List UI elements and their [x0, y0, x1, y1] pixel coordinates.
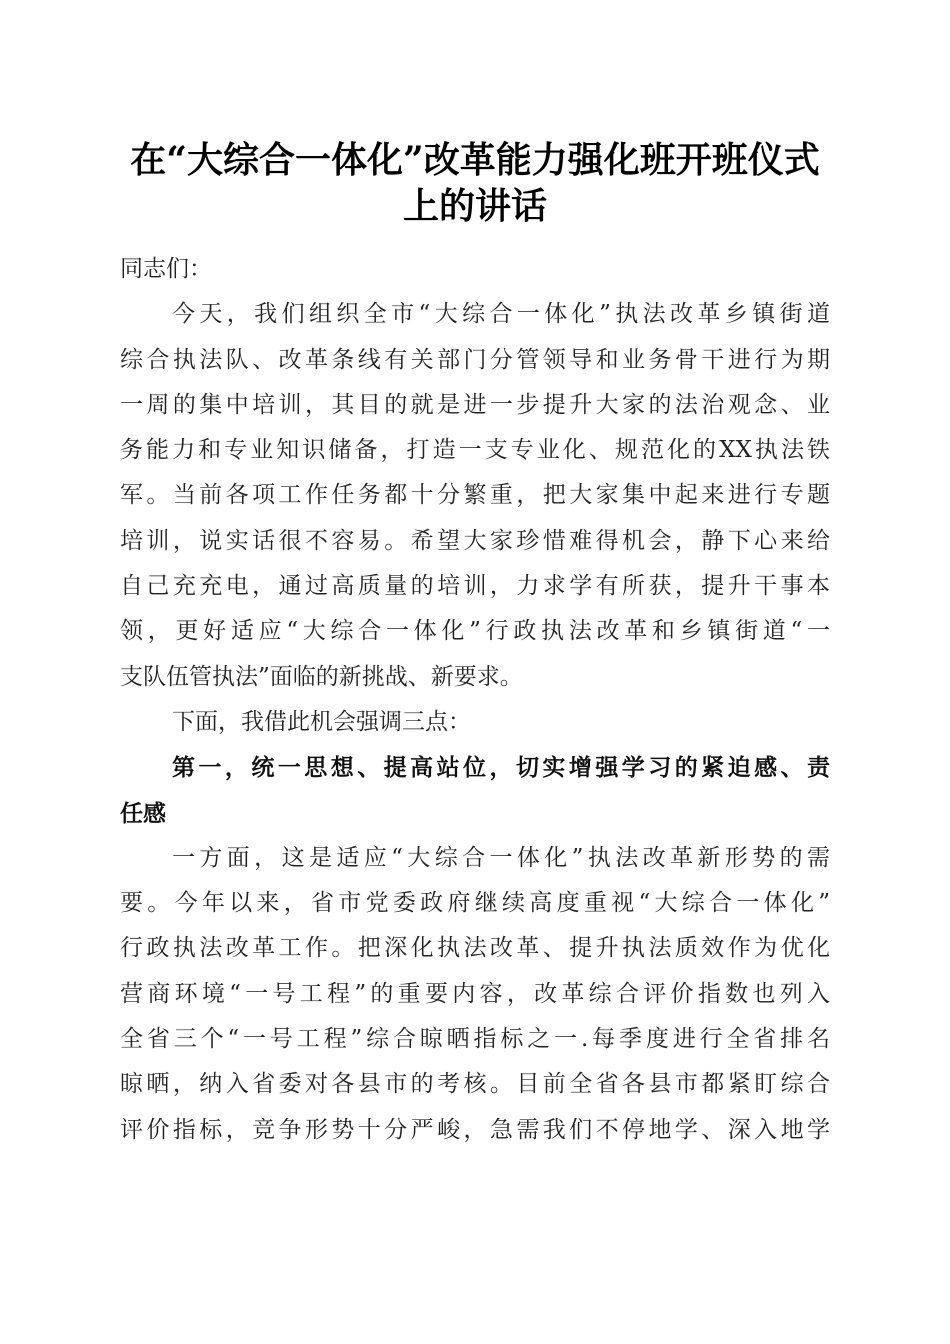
paragraph-line: 军。当前各项工作任务都十分繁重，把大家集中起来进行专题: [120, 482, 830, 509]
paragraph-line: 下面，我借此机会强调三点：: [172, 708, 471, 735]
paragraph-line: 自己充充电，通过高质量的培训，力求学有所获，提升干事本: [120, 573, 830, 600]
section-heading-line: 第一，统一思想、提高站位，切实增强学习的紧迫感、责: [172, 754, 830, 782]
document-title-line-1: 在“大综合一体化”改革能力强化班开班仪式: [130, 139, 820, 181]
paragraph-line: 培训，说实话很不容易。希望大家珍惜难得机会，静下心来给: [120, 527, 830, 554]
paragraph-line: 评价指标，竞争形势十分严峻，急需我们不停地学、深入地学: [120, 1116, 830, 1143]
paragraph-line: 一周的集中培训，其目的就是进一步提升大家的法治观念、业: [120, 391, 830, 418]
paragraph-line: 综合执法队、改革条线有关部门分管领导和业务骨干进行为期: [120, 346, 830, 373]
paragraph-line: 务能力和专业知识储备，打造一支专业化、规范化的XX执法铁: [120, 437, 830, 464]
paragraph-line: 一方面，这是适应“大综合一体化”执法改革新形势的需: [172, 844, 830, 871]
paragraph-line: 营商环境“一号工程”的重要内容，改革综合评价指数也列入: [120, 980, 830, 1007]
paragraph-line: 全省三个“一号工程”综合晾晒指标之一.每季度进行全省排名: [120, 1026, 830, 1053]
salutation: 同志们：: [120, 256, 212, 282]
section-heading-line: 任感: [120, 799, 166, 827]
paragraph-line: 晾晒，纳入省委对各县市的考核。目前全省各县市都紧盯综合: [120, 1071, 830, 1098]
paragraph-line: 领，更好适应“大综合一体化”行政执法改革和乡镇街道“一: [120, 618, 830, 645]
paragraph-line: 支队伍管执法”面临的新挑战、新要求。: [120, 663, 523, 690]
paragraph-line: 要。今年以来，省市党委政府继续高度重视“大综合一体化”: [120, 890, 830, 917]
document-body: [120, 247, 830, 1153]
document-title-line-2: 上的讲话: [402, 185, 547, 227]
paragraph-line: 今天，我们组织全市“大综合一体化”执法改革乡镇街道: [172, 301, 830, 328]
paragraph-line: 行政执法改革工作。把深化执法改革、提升执法质效作为优化: [120, 935, 830, 962]
